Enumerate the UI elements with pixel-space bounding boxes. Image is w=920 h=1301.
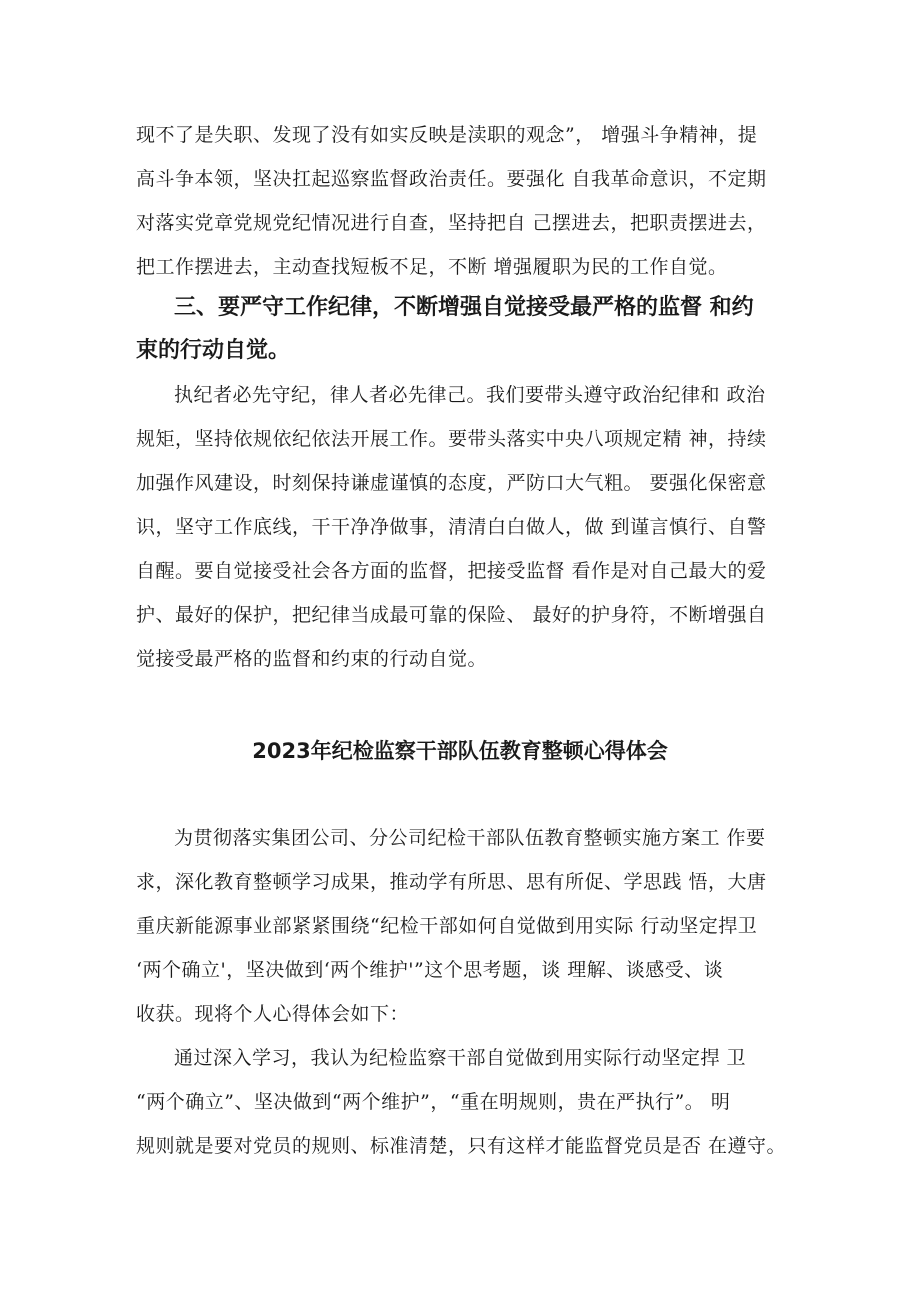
section-heading: 束的行动自觉。 xyxy=(136,338,291,363)
paragraph-line: 规矩，坚持依规依纪依法开展工作。要带头落实中央八项规定精 神，持续 xyxy=(136,428,767,450)
paragraph-line: 觉接受最严格的监督和约束的行动自觉。 xyxy=(136,648,488,670)
paragraph-line: 加强作风建设，时刻保持谦虚谨慎的态度，严防口大气粗。 要强化保密意 xyxy=(136,472,767,494)
paragraph-line: 高斗争本领，坚决扛起巡察监督政治责任。要强化 自我革命意识，不定期 xyxy=(136,168,767,190)
paragraph-line: 收获。现将个人心得体会如下： xyxy=(136,1003,410,1025)
paragraph-line: 对落实党章党规党纪情况进行自查，坚持把自 己摆进去，把职责摆进去， xyxy=(136,212,767,234)
paragraph-line: 现不了是失职、发现了没有如实反映是渎职的观念”， 增强斗争精神，提 xyxy=(136,124,758,146)
paragraph-line: 执纪者必先守纪，律人者必先律己。我们要带头遵守政治纪律和 政治 xyxy=(174,384,766,406)
paragraph-line: 重庆新能源事业部紧紧围绕“纪检干部如何自觉做到用实际 行动坚定捍卫 xyxy=(136,915,758,937)
section-heading: 三、要严守工作纪律，不断增强自觉接受最严格的监督 和约 xyxy=(174,295,754,320)
paragraph-line: 规则就是要对党员的规则、标准清楚，只有这样才能监督党员是否 在遵守。 xyxy=(136,1135,787,1157)
paragraph-line: 通过深入学习，我认为纪检监察干部自觉做到用实际行动坚定捍 卫 xyxy=(174,1047,747,1069)
paragraph-line: ‘两个确立'，坚决做到‘两个维护'”这个思考题，谈 理解、谈感受、谈 xyxy=(136,959,724,981)
paragraph-line: 求，深化教育整顿学习成果，推动学有所思、思有所促、学思践 悟，大唐 xyxy=(136,871,767,893)
paragraph-line: 识，坚守工作底线，干干净净做事，清清白白做人，做 到谨言慎行、自警 xyxy=(136,516,767,538)
paragraph-line: 为贯彻落实集团公司、分公司纪检干部队伍教育整顿实施方案工 作要 xyxy=(174,827,766,849)
article-title: 2023年纪检监察干部队伍教育整顿心得体会 xyxy=(252,739,668,763)
paragraph-line: 把工作摆进去，主动查找短板不足，不断 增强履职为民的工作自觉。 xyxy=(136,256,728,278)
paragraph-line: “两个确立”、坚决做到“两个维护”，“重在明规则，贵在严执行”。 明 xyxy=(136,1091,731,1113)
paragraph-line: 自醒。要自觉接受社会各方面的监督，把接受监督 看作是对自己最大的爱 xyxy=(136,560,767,582)
paragraph-line: 护、最好的保护，把纪律当成最可靠的保险、 最好的护身符，不断增强自 xyxy=(136,604,767,626)
